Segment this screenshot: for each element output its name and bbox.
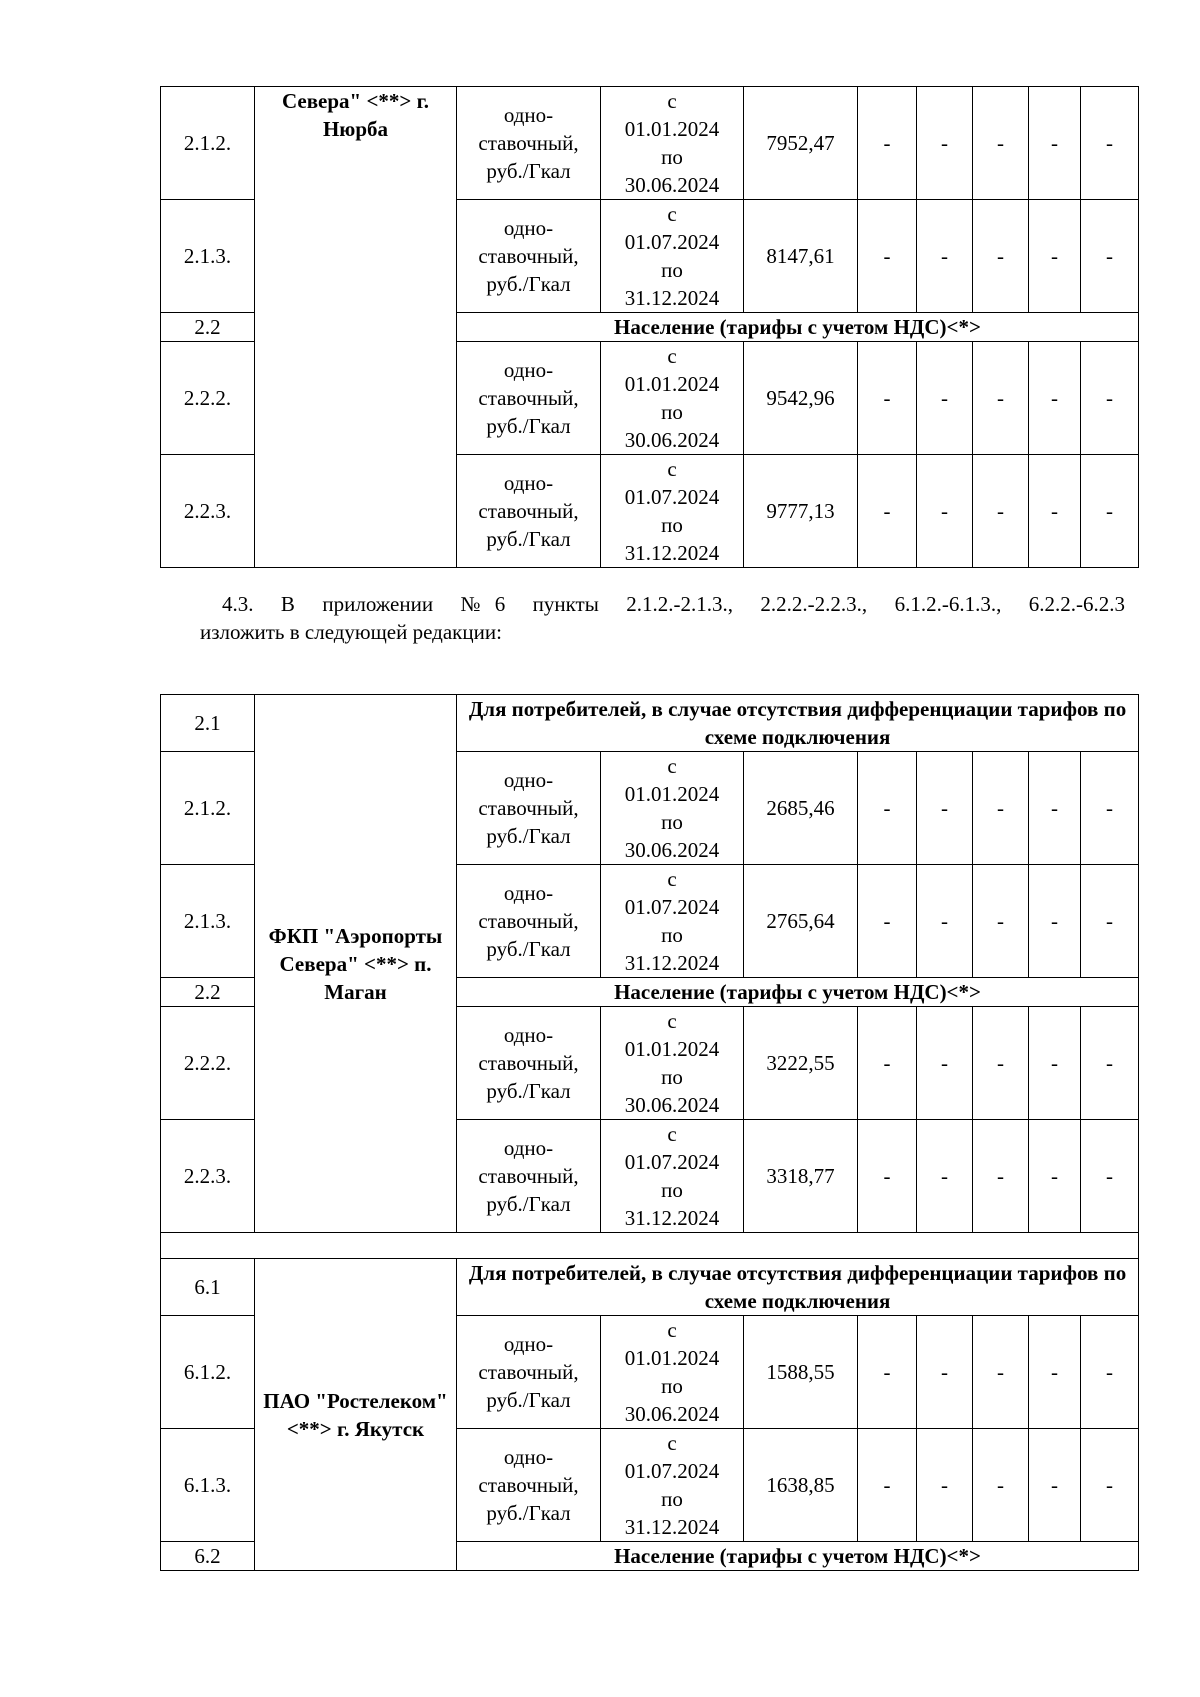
- row-number: 2.1: [161, 695, 255, 752]
- dash-cell: -: [917, 342, 973, 455]
- row-number: 2.2.2.: [161, 342, 255, 455]
- section-header: Население (тарифы с учетом НДС)<*>: [457, 1542, 1139, 1571]
- section-header: Население (тарифы с учетом НДС)<*>: [457, 978, 1139, 1007]
- period-cell: с 01.01.2024 по 30.06.2024: [601, 1007, 744, 1120]
- tariff-value-cell: 9542,96: [744, 342, 858, 455]
- tariff-value-cell: 2685,46: [744, 752, 858, 865]
- dash-cell: -: [858, 752, 917, 865]
- table-row: [161, 87, 1139, 200]
- row-number: 2.2.3.: [161, 455, 255, 568]
- dash-cell: -: [1029, 865, 1081, 978]
- dash-cell: -: [1081, 865, 1139, 978]
- dash-cell: -: [917, 87, 973, 200]
- period-cell: с 01.07.2024 по 31.12.2024: [601, 1120, 744, 1233]
- dash-cell: -: [973, 200, 1029, 313]
- paragraph-line-1: 4.3. В приложении №6 пункты 2.1.2.-2.1.3., 2.2.2.-2.2.3., 6.1.2.-6.1.3., 6.2.2.-6.2.3: [222, 592, 1125, 616]
- paragraph-4-3: [200, 590, 1125, 646]
- tariff-value-cell: 8147,61: [744, 200, 858, 313]
- period-cell: с 01.01.2024 по 30.06.2024: [601, 342, 744, 455]
- dash-cell: -: [1081, 1007, 1139, 1120]
- tariff-value-cell: 1638,85: [744, 1429, 858, 1542]
- dash-cell: -: [1029, 752, 1081, 865]
- dash-cell: -: [973, 1120, 1029, 1233]
- tariff-value-cell: 3222,55: [744, 1007, 858, 1120]
- tariff-value-cell: 1588,55: [744, 1316, 858, 1429]
- section-header: Для потребителей, в случае отсутствия дифференциации тарифов по схеме подключения: [457, 1259, 1139, 1316]
- dash-cell: -: [917, 1429, 973, 1542]
- row-number: 6.1.3.: [161, 1429, 255, 1542]
- section-header: Для потребителей, в случае отсутствия дифференциации тарифов по схеме подключения: [457, 695, 1139, 752]
- row-number: 6.1.2.: [161, 1316, 255, 1429]
- period-cell: с 01.01.2024 по 30.06.2024: [601, 87, 744, 200]
- table-row: [161, 1259, 1139, 1316]
- tariff-table-1: [160, 86, 1139, 568]
- section-header: Население (тарифы с учетом НДС)<*>: [457, 313, 1139, 342]
- dash-cell: -: [973, 1429, 1029, 1542]
- row-number: 2.1.3.: [161, 865, 255, 978]
- dash-cell: -: [858, 1120, 917, 1233]
- dash-cell: -: [1081, 1120, 1139, 1233]
- dash-cell: -: [1029, 455, 1081, 568]
- dash-cell: -: [1081, 455, 1139, 568]
- dash-cell: -: [858, 342, 917, 455]
- dash-cell: -: [1081, 87, 1139, 200]
- organization-cell: ФКП "Аэропорты Севера" <**> п. Маган: [255, 695, 457, 1233]
- period-cell: с 01.07.2024 по 31.12.2024: [601, 200, 744, 313]
- dash-cell: -: [973, 342, 1029, 455]
- dash-cell: -: [1081, 1316, 1139, 1429]
- spacer-row: [161, 1233, 1139, 1259]
- dash-cell: -: [1029, 200, 1081, 313]
- period-cell: с 01.07.2024 по 31.12.2024: [601, 865, 744, 978]
- row-number: 2.1.2.: [161, 87, 255, 200]
- dash-cell: -: [917, 752, 973, 865]
- row-number: 2.2.2.: [161, 1007, 255, 1120]
- tariff-value-cell: 2765,64: [744, 865, 858, 978]
- row-number: 2.2: [161, 313, 255, 342]
- period-cell: с 01.07.2024 по 31.12.2024: [601, 455, 744, 568]
- tariff-value-cell: 7952,47: [744, 87, 858, 200]
- dash-cell: -: [1029, 342, 1081, 455]
- tariff-value-cell: 9777,13: [744, 455, 858, 568]
- dash-cell: -: [973, 455, 1029, 568]
- dash-cell: -: [973, 87, 1029, 200]
- period-cell: с 01.01.2024 по 30.06.2024: [601, 752, 744, 865]
- tariff-type-cell: одно- ставочный, руб./Гкал: [457, 752, 601, 865]
- dash-cell: -: [917, 200, 973, 313]
- dash-cell: -: [973, 1007, 1029, 1120]
- dash-cell: -: [858, 455, 917, 568]
- dash-cell: -: [858, 200, 917, 313]
- tariff-type-cell: одно- ставочный, руб./Гкал: [457, 1007, 601, 1120]
- row-number: 6.1: [161, 1259, 255, 1316]
- dash-cell: -: [1081, 200, 1139, 313]
- period-cell: с 01.01.2024 по 30.06.2024: [601, 1316, 744, 1429]
- row-number: 6.2: [161, 1542, 255, 1571]
- dash-cell: -: [917, 865, 973, 978]
- tariff-value-cell: 3318,77: [744, 1120, 858, 1233]
- dash-cell: -: [1081, 342, 1139, 455]
- tariff-type-cell: одно- ставочный, руб./Гкал: [457, 1429, 601, 1542]
- organization-cell: Севера" <**> г. Нюрба: [255, 87, 457, 568]
- organization-cell: ПАО "Ростелеком" <**> г. Якутск: [255, 1259, 457, 1571]
- dash-cell: -: [1029, 87, 1081, 200]
- row-number: 2.2: [161, 978, 255, 1007]
- dash-cell: -: [1081, 1429, 1139, 1542]
- dash-cell: -: [1029, 1007, 1081, 1120]
- dash-cell: -: [858, 1429, 917, 1542]
- dash-cell: -: [858, 1007, 917, 1120]
- dash-cell: -: [1029, 1316, 1081, 1429]
- dash-cell: -: [1029, 1429, 1081, 1542]
- dash-cell: -: [917, 1316, 973, 1429]
- dash-cell: -: [973, 752, 1029, 865]
- tariff-type-cell: одно- ставочный, руб./Гкал: [457, 1120, 601, 1233]
- row-number: 2.2.3.: [161, 1120, 255, 1233]
- table-row: [161, 695, 1139, 752]
- period-cell: с 01.07.2024 по 31.12.2024: [601, 1429, 744, 1542]
- tariff-table-2: [160, 694, 1139, 1571]
- spacer-cell: [161, 1233, 1139, 1259]
- dash-cell: -: [917, 455, 973, 568]
- dash-cell: -: [858, 1316, 917, 1429]
- dash-cell: -: [917, 1120, 973, 1233]
- dash-cell: -: [858, 87, 917, 200]
- tariff-type-cell: одно- ставочный, руб./Гкал: [457, 1316, 601, 1429]
- dash-cell: -: [1081, 752, 1139, 865]
- tariff-type-cell: одно- ставочный, руб./Гкал: [457, 342, 601, 455]
- tariff-type-cell: одно- ставочный, руб./Гкал: [457, 865, 601, 978]
- tariff-type-cell: одно- ставочный, руб./Гкал: [457, 200, 601, 313]
- row-number: 2.1.3.: [161, 200, 255, 313]
- tariff-type-cell: одно- ставочный, руб./Гкал: [457, 455, 601, 568]
- tariff-type-cell: одно- ставочный, руб./Гкал: [457, 87, 601, 200]
- dash-cell: -: [858, 865, 917, 978]
- row-number: 2.1.2.: [161, 752, 255, 865]
- dash-cell: -: [973, 865, 1029, 978]
- dash-cell: -: [973, 1316, 1029, 1429]
- dash-cell: -: [1029, 1120, 1081, 1233]
- paragraph-line-2: изложить в следующей редакции:: [200, 620, 502, 644]
- dash-cell: -: [917, 1007, 973, 1120]
